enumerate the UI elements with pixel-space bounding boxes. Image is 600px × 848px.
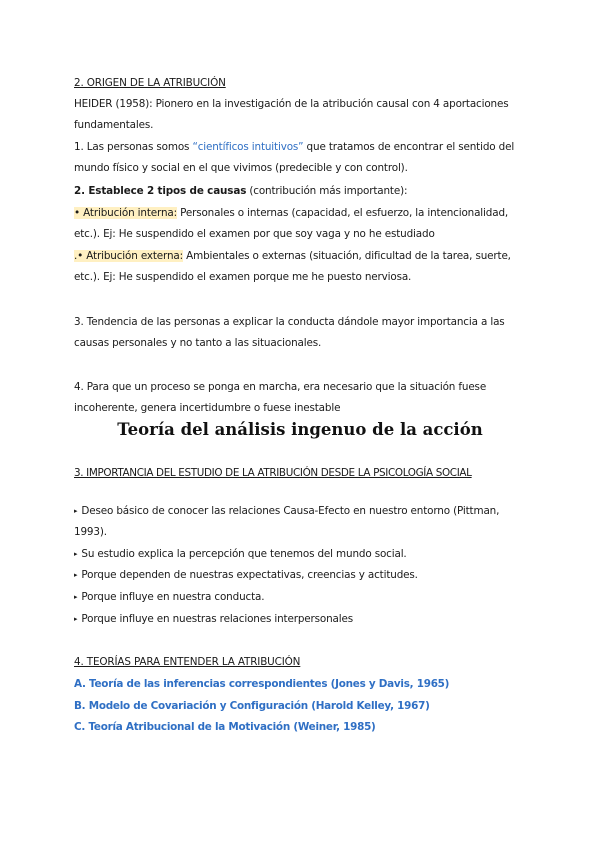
point2-line bbox=[74, 184, 407, 198]
section3-bullet5 bbox=[74, 612, 353, 626]
arrow-right-icon: ▸ bbox=[74, 571, 78, 579]
intro-line2: fundamentales. bbox=[74, 119, 154, 131]
point1-highlight: “científicos intuitivos” bbox=[192, 141, 304, 153]
interna-line2: etc.). Ej: He suspendido el examen por que soy vaga y no he estudiado bbox=[74, 228, 435, 240]
section3-heading: 3. IMPORTANCIA DEL ESTUDIO DE LA ATRIBUCIÓN DESDE LA PSICOLOGÍA SOCIAL bbox=[74, 467, 472, 479]
point3-line2: causas personales y no tanto a las situacionales. bbox=[74, 337, 322, 349]
theory-item-a: A. Teoría de las inferencias correspondientes (Jones y Davis, 1965) bbox=[74, 678, 450, 690]
point4-line1: 4. Para que un proceso se ponga en marcha, era necesario que la situación fuese bbox=[74, 381, 487, 393]
intro-line1: HEIDER (1958): Pionero en la investigación de la atribución causal con 4 aportaciones bbox=[74, 98, 509, 110]
bullet2-text: Su estudio explica la percepción que tenemos del mundo social. bbox=[81, 548, 407, 560]
point2-bold: 2. Establece 2 tipos de causas bbox=[74, 185, 247, 197]
interna-text: Personales o internas (capacidad, el esfuerzo, la intencionalidad, bbox=[176, 207, 509, 219]
externa-text: Ambientales o externas (situación, dificultad de la tarea, suerte, bbox=[183, 250, 511, 262]
arrow-right-icon: ▸ bbox=[74, 550, 78, 558]
arrow-right-icon: ▸ bbox=[74, 507, 78, 515]
interna-line1 bbox=[74, 206, 508, 220]
externa-line2: etc.). Ej: He suspendido el examen porque me he puesto nerviosa. bbox=[74, 271, 412, 283]
point1-prefix: 1. Las personas somos bbox=[74, 141, 193, 153]
bullet4-text: Porque influye en nuestra conducta. bbox=[81, 591, 265, 603]
point1-line2: mundo físico y social en el que vivimos (predecible y con control). bbox=[74, 162, 408, 174]
arrow-right-icon: ▸ bbox=[74, 615, 78, 623]
theory-item-b: B. Modelo de Covariación y Configuración (Harold Kelley, 1967) bbox=[74, 700, 430, 712]
point4-line2: incoherente, genera incertidumbre o fuese inestable bbox=[74, 402, 341, 414]
arrow-right-icon: ▸ bbox=[74, 593, 78, 601]
theory-item-c: C. Teoría Atribucional de la Motivación (Weiner, 1985) bbox=[74, 721, 376, 733]
center-title: Teoría del análisis ingenuo de la acción bbox=[117, 420, 483, 439]
section3-bullet1-line1 bbox=[74, 504, 499, 518]
section3-bullet3 bbox=[74, 568, 418, 582]
point2-rest: (contribución más importante): bbox=[246, 185, 408, 197]
point1-line1 bbox=[74, 140, 514, 154]
interna-label: • Atribución interna: bbox=[74, 207, 177, 219]
externa-line1 bbox=[74, 249, 511, 263]
section3-bullet1-line2: 1993). bbox=[74, 526, 107, 538]
bullet5-text: Porque influye en nuestras relaciones interpersonales bbox=[81, 613, 354, 625]
point1-suffix: que tratamos de encontrar el sentido del bbox=[303, 141, 515, 153]
point3-line1: 3. Tendencia de las personas a explicar la conducta dándole mayor importancia a las bbox=[74, 316, 505, 328]
bullet3-text: Porque dependen de nuestras expectativas, creencias y actitudes. bbox=[81, 569, 418, 581]
section4-heading: 4. TEORÍAS PARA ENTENDER LA ATRIBUCIÓN bbox=[74, 656, 301, 668]
section2-heading: 2. ORIGEN DE LA ATRIBUCIÓN bbox=[74, 77, 226, 89]
section3-bullet2 bbox=[74, 547, 407, 561]
bullet1-text: Deseo básico de conocer las relaciones Causa-Efecto en nuestro entorno (Pittman, bbox=[81, 505, 500, 517]
externa-label: .• Atribución externa: bbox=[74, 250, 183, 262]
section3-bullet4 bbox=[74, 590, 264, 604]
